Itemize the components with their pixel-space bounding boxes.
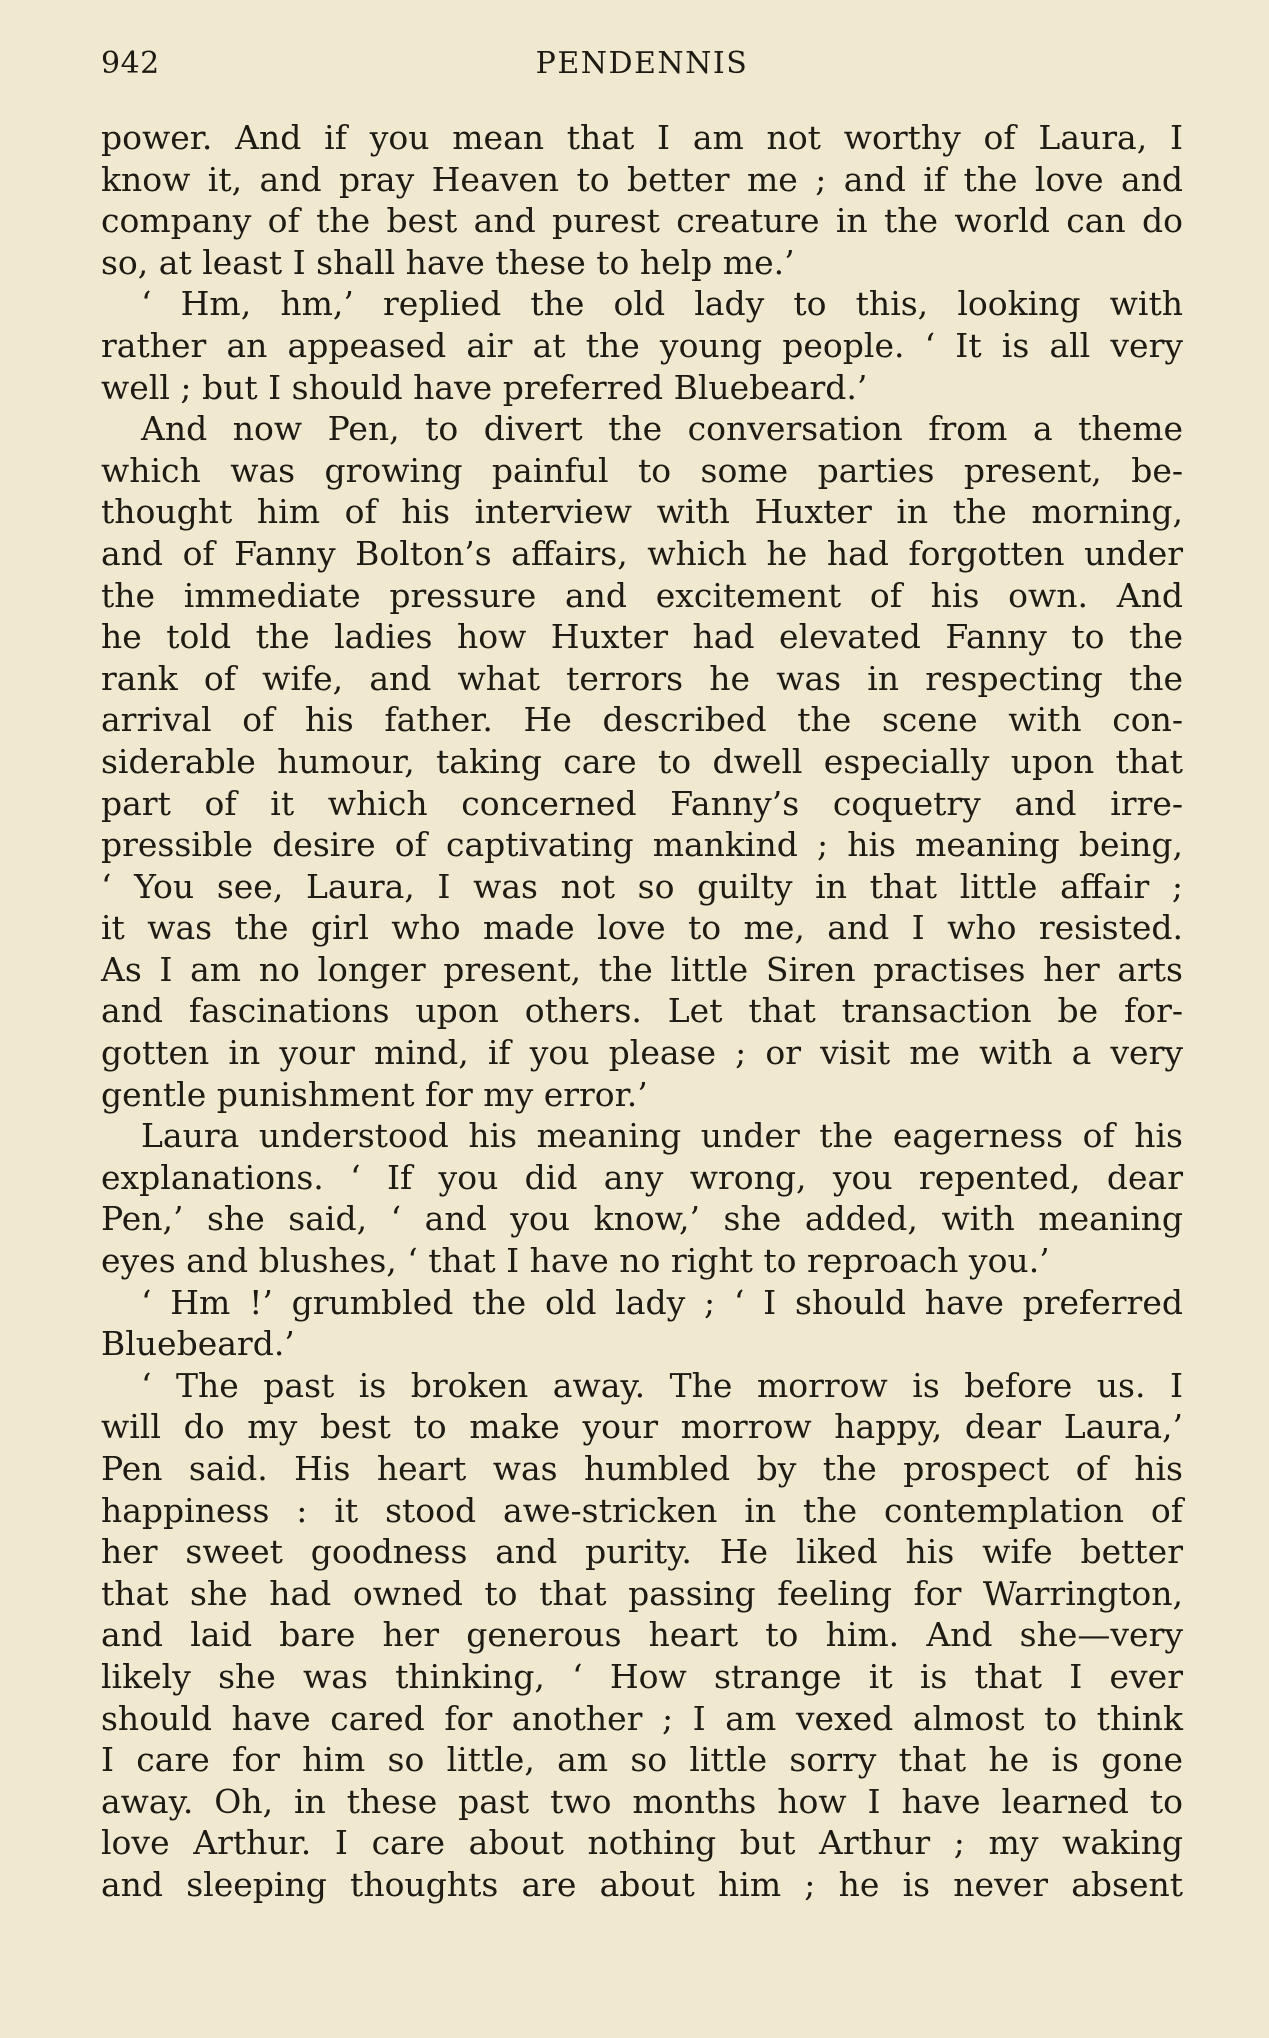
text-line: away. Oh, in these past two months how I have learned to — [101, 1781, 1183, 1821]
text-line: the immediate pressure and excitement of his own. And — [101, 575, 1183, 615]
text-line: know it, and pray Heaven to better me ; and if the love and — [101, 159, 1183, 199]
running-title: PENDENNIS — [535, 46, 749, 81]
text-line: love Arthur. I care about nothing but Arthur ; my waking — [101, 1823, 1183, 1863]
text-line: ‘ The past is broken away. The morrow is before us. I — [141, 1365, 1183, 1405]
page-number: 942 — [101, 46, 160, 81]
text-line: and laid bare her generous heart to him. And she—very — [101, 1615, 1183, 1655]
text-line: rather an appeased air at the young people. ‘ It is all very — [101, 325, 1183, 365]
text-line: company of the best and purest creature in the world can do — [101, 201, 1183, 241]
text-line: happiness : it stood awe-stricken in the contemplation of — [101, 1490, 1183, 1530]
text-line: it was the girl who made love to me, and I who resisted. — [101, 908, 1183, 948]
text-line: should have cared for another ; I am vexed almost to think — [101, 1698, 1183, 1738]
text-line: rank of wife, and what terrors he was in respecting the — [101, 658, 1183, 698]
text-line: eyes and blushes, ‘ that I have no right to reproach you.’ — [101, 1241, 1050, 1281]
text-line: Pen,’ she said, ‘ and you know,’ she added, with meaning — [101, 1199, 1183, 1239]
text-line: well ; but I should have preferred Bluebeard.’ — [101, 367, 868, 407]
text-line: power. And if you mean that I am not worthy of Laura, I — [101, 118, 1183, 157]
text-line: pressible desire of captivating mankind ; his meaning being, — [101, 825, 1183, 865]
text-line: so, at least I shall have these to help me.’ — [101, 242, 795, 282]
text-line: ‘ Hm, hm,’ replied the old lady to this, looking with — [141, 284, 1183, 324]
text-line: explanations. ‘ If you did any wrong, you repented, dear — [101, 1157, 1183, 1197]
text-line: I care for him so little, am so little sorry that he is gone — [101, 1740, 1183, 1780]
text-line: he told the ladies how Huxter had elevated Fanny to the — [101, 617, 1183, 657]
text-line: her sweet goodness and purity. He liked his wife better — [101, 1532, 1183, 1572]
text-line: Pen said. His heart was humbled by the prospect of his — [101, 1449, 1183, 1488]
text-line: and sleeping thoughts are about him ; he is never absent — [101, 1864, 1183, 1904]
body-text — [101, 117, 1183, 1906]
text-line: Bluebeard.’ — [101, 1324, 295, 1364]
text-line: gotten in your mind, if you please ; or visit me with a very — [101, 1033, 1183, 1073]
text-line: that she had owned to that passing feeling for Warrington, — [101, 1573, 1183, 1613]
text-line: and of Fanny Bolton’s affairs, which he had forgotten under — [101, 533, 1183, 573]
text-line: thought him of his interview with Huxter in the morning, — [101, 492, 1183, 532]
text-line: ‘ You see, Laura, I was not so guilty in that little affair ; — [101, 866, 1183, 906]
text-line: ‘ Hm !’ grumbled the old lady ; ‘ I should have preferred — [141, 1282, 1183, 1322]
text-line: arrival of his father. He described the scene with con- — [101, 700, 1183, 740]
text-line: Laura understood his meaning under the eagerness of his — [141, 1116, 1183, 1156]
text-line: and fascinations upon others. Let that transaction be for- — [101, 991, 1183, 1031]
text-line: siderable humour, taking care to dwell especially upon that — [101, 741, 1183, 781]
text-line: likely she was thinking, ‘ How strange it is that I ever — [101, 1656, 1183, 1696]
text-line: part of it which concerned Fanny’s coquetry and irre- — [101, 783, 1183, 823]
text-line: which was growing painful to some parties present, be- — [101, 450, 1183, 490]
page-header — [101, 42, 1183, 86]
text-line: gentle punishment for my error.’ — [101, 1074, 648, 1114]
text-line: As I am no longer present, the little Siren practises her arts — [101, 949, 1183, 989]
text-line: And now Pen, to divert the conversation from a theme — [141, 409, 1183, 449]
text-line: will do my best to make your morrow happy, dear Laura,’ — [101, 1407, 1183, 1447]
